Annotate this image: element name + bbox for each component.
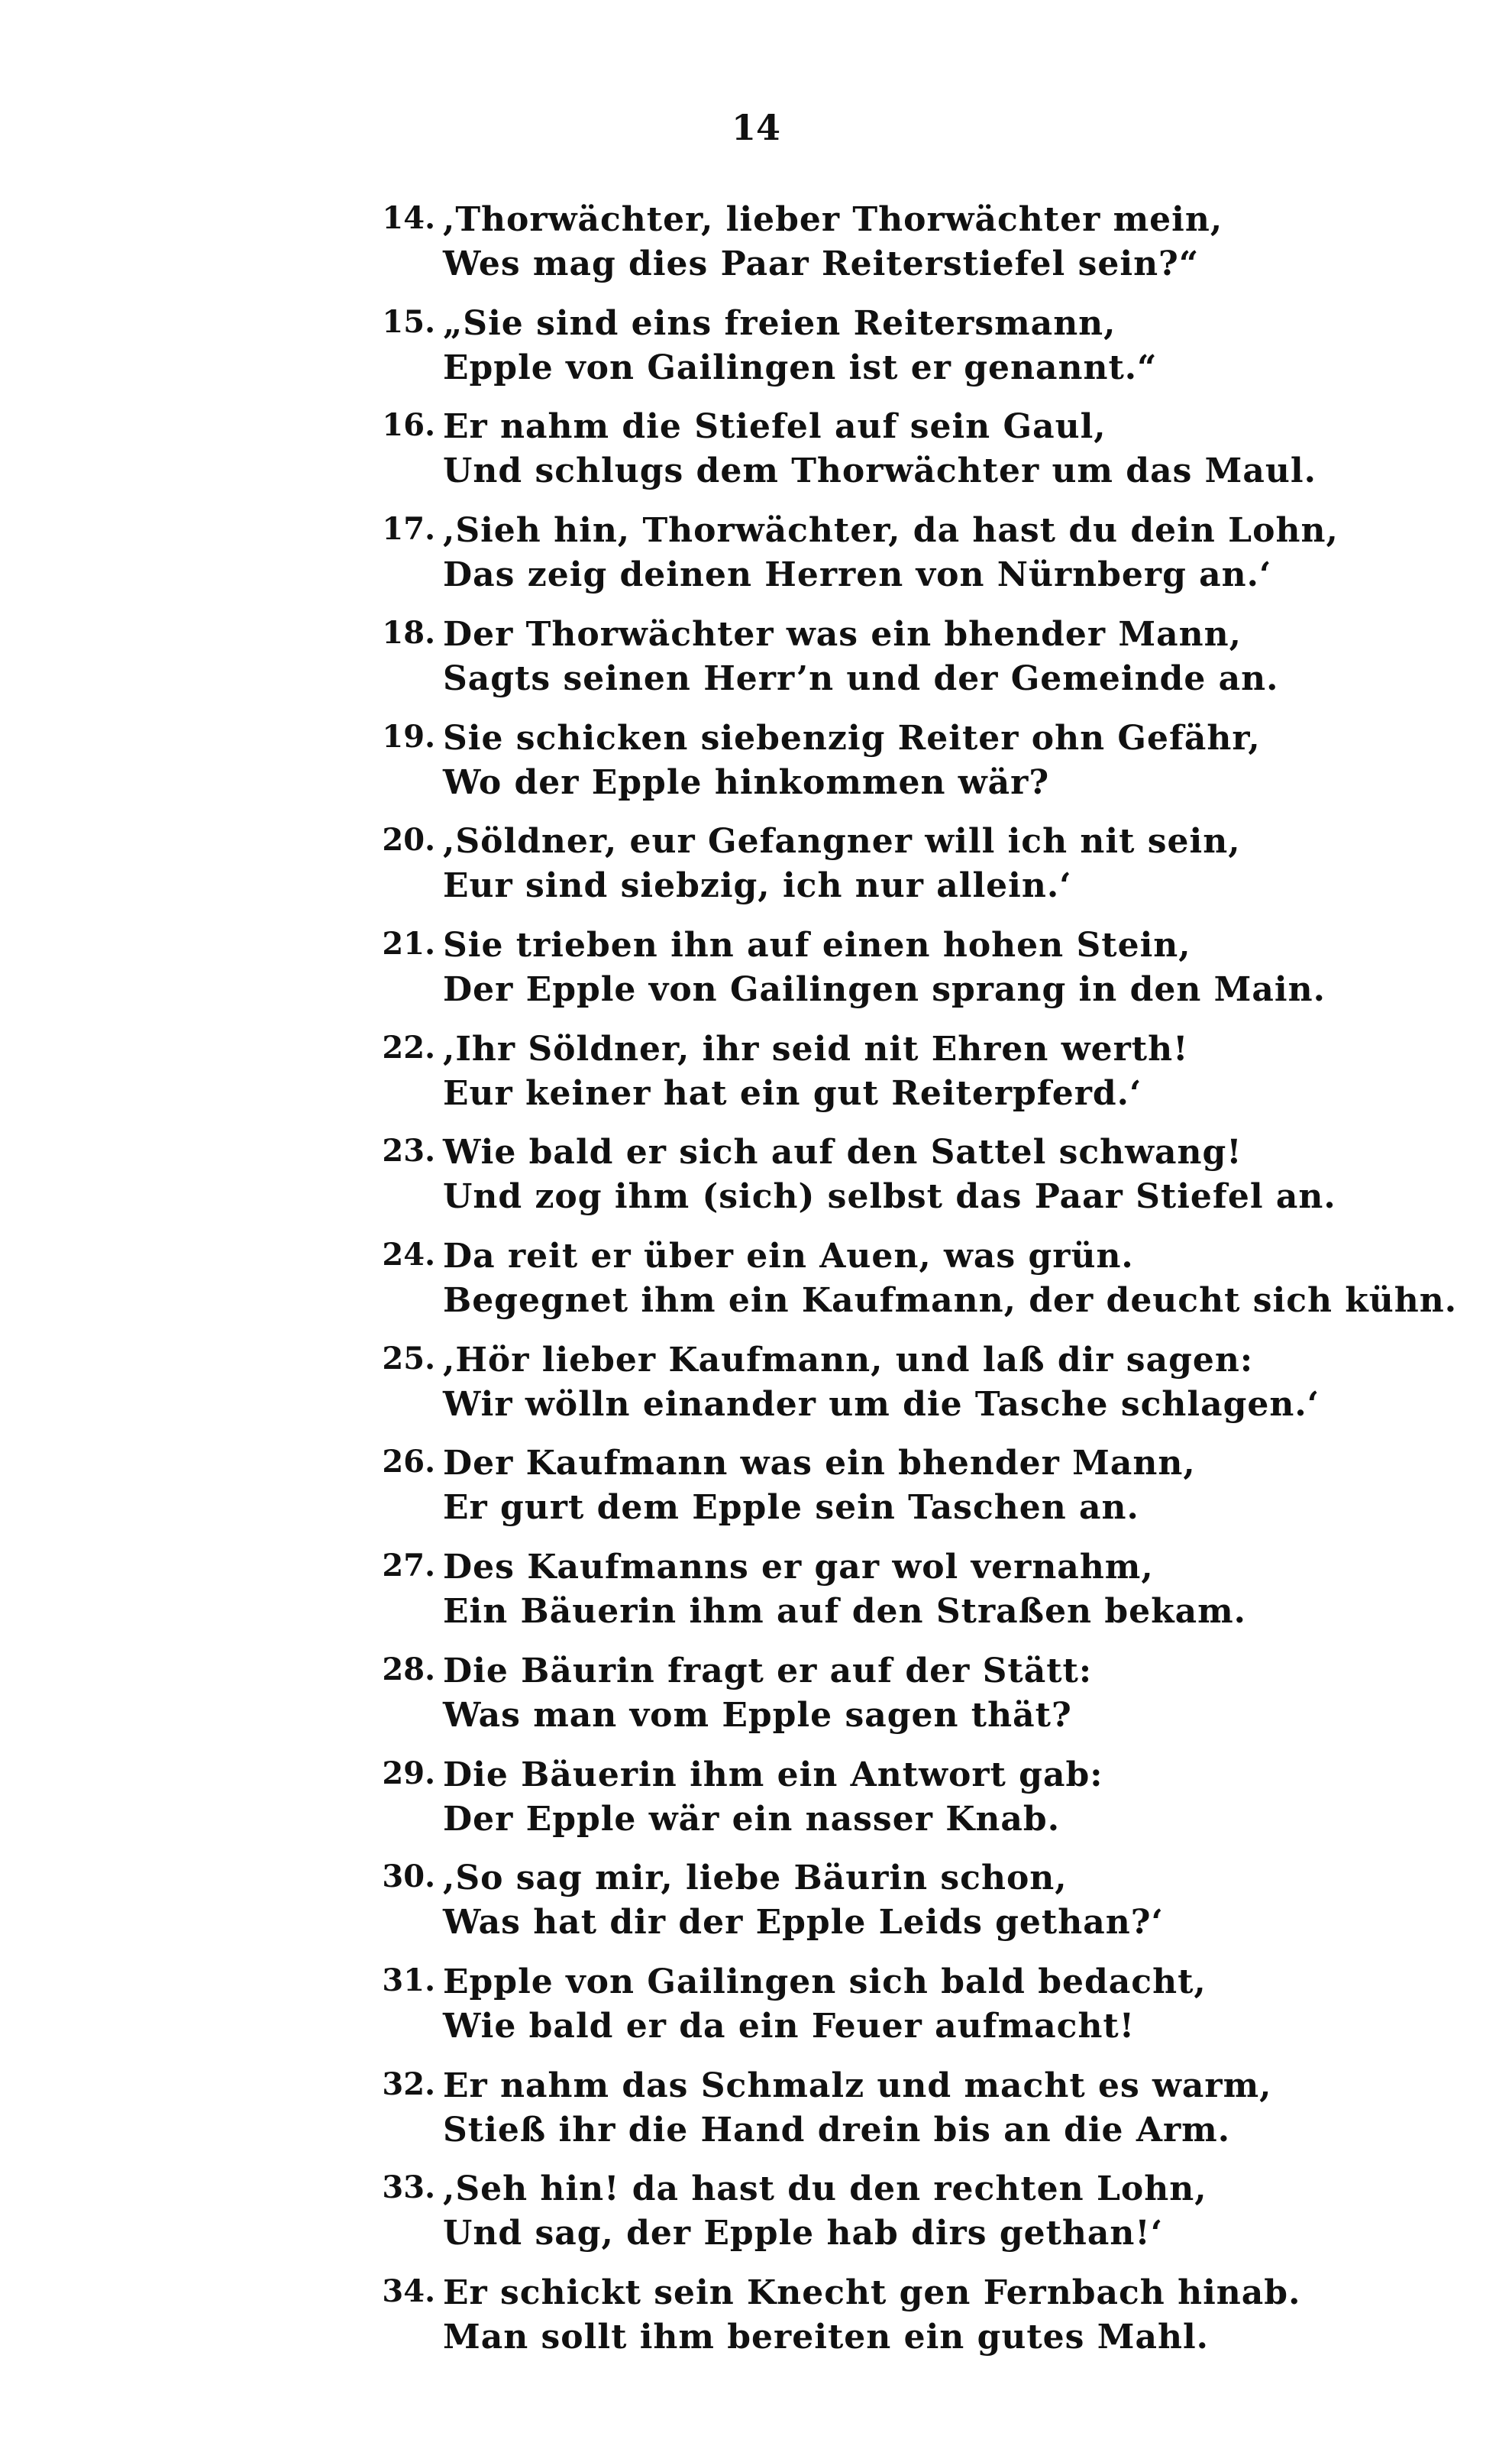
verse-line: Sie schicken siebenzig Reiter ohn Gefähr, [443, 719, 1261, 758]
stanza [0, 1030, 1512, 1121]
stanza-number: 15. [382, 304, 435, 340]
verse-line: Epple von Gailingen sich bald bedacht, [443, 1962, 1207, 2001]
stanza [0, 1444, 1512, 1535]
verse-line: Und schlugs dem Thorwächter um das Maul. [443, 451, 1317, 490]
stanza-number: 21. [382, 926, 435, 962]
verse-line: ,So sag mir, liebe Bäurin schon, [443, 1859, 1068, 1897]
verse-line: Was man vom Epple sagen thät? [443, 1696, 1072, 1735]
stanza [0, 2169, 1512, 2261]
stanza [0, 1859, 1512, 1950]
stanza [0, 926, 1512, 1017]
stanza-number: 22. [382, 1030, 435, 1066]
verse-line: Da reit er über ein Auen, was grün. [443, 1237, 1134, 1276]
verse-line: Wie bald er da ein Feuer aufmacht! [443, 2007, 1136, 2046]
verse-line: Er nahm das Schmalz und macht es warm, [443, 2066, 1272, 2105]
verse-line: Eur sind siebzig, ich nur allein.‘ [443, 866, 1072, 905]
verse-line: ,Thorwächter, lieber Thorwächter mein, [443, 200, 1223, 239]
verse-line: ,Söldner, eur Gefangner will ich nit sein, [443, 822, 1241, 861]
verse-line: Wes mag dies Paar Reiterstiefel sein?“ [443, 244, 1200, 283]
verse-line: Der Epple von Gailingen sprang in den Main. [443, 970, 1326, 1009]
verse-line: Der Kaufmann was ein bhender Mann, [443, 1444, 1196, 1483]
stanza [0, 200, 1512, 292]
stanza [0, 511, 1512, 603]
verse-line: Ein Bäuerin ihm auf den Straßen bekam. [443, 1592, 1246, 1631]
stanza-number: 25. [382, 1341, 435, 1377]
verse-line: Wie bald er sich auf den Sattel schwang! [443, 1133, 1242, 1172]
verse-line: ,Ihr Söldner, ihr seid nit Ehren werth! [443, 1030, 1189, 1069]
stanza-number: 29. [382, 1755, 435, 1791]
stanza-number: 23. [382, 1133, 435, 1169]
verse-line: Epple von Gailingen ist er genannt.“ [443, 348, 1158, 387]
verse-line: Er nahm die Stiefel auf sein Gaul, [443, 407, 1107, 446]
stanza-number: 16. [382, 407, 435, 443]
stanza-number: 34. [382, 2273, 435, 2309]
verse-line: Der Epple wär ein nasser Knab. [443, 1800, 1061, 1839]
stanza [0, 615, 1512, 707]
stanza-number: 18. [382, 615, 435, 651]
verse-line: Man sollt ihm bereiten ein gutes Mahl. [443, 2318, 1209, 2357]
stanza [0, 1133, 1512, 1224]
verse-line: Der Thorwächter was ein bhender Mann, [443, 615, 1242, 654]
verse-line: Stieß ihr die Hand drein bis an die Arm. [443, 2111, 1231, 2150]
verse-line: ,Seh hin! da hast du den rechten Lohn, [443, 2169, 1207, 2208]
stanza [0, 1962, 1512, 2054]
page-number: 14 [731, 107, 780, 148]
verse-line: Wo der Epple hinkommen wär? [443, 763, 1050, 802]
stanza-number: 20. [382, 822, 435, 858]
stanza [0, 719, 1512, 810]
verse-line: Die Bäurin fragt er auf der Stätt: [443, 1652, 1093, 1690]
stanza-number: 14. [382, 200, 435, 236]
stanza-number: 33. [382, 2169, 435, 2205]
stanza [0, 1755, 1512, 1847]
stanza [0, 822, 1512, 914]
verse-line: ,Hör lieber Kaufmann, und laß dir sagen: [443, 1341, 1254, 1380]
stanza-number: 26. [382, 1444, 435, 1480]
verse-line: Sagts seinen Herr’n und der Gemeinde an. [443, 659, 1279, 698]
stanza [0, 2273, 1512, 2365]
stanza-number: 28. [382, 1652, 435, 1687]
verse-line: Und sag, der Epple hab dirs gethan!‘ [443, 2214, 1164, 2253]
stanza-number: 17. [382, 511, 435, 547]
verse-line: Er gurt dem Epple sein Taschen an. [443, 1488, 1139, 1527]
stanza [0, 2066, 1512, 2158]
verse-line: ,Sieh hin, Thorwächter, da hast du dein Lohn, [443, 511, 1339, 550]
stanza [0, 1548, 1512, 1639]
stanza-number: 27. [382, 1548, 435, 1584]
stanza-number: 24. [382, 1237, 435, 1273]
stanza-number: 19. [382, 719, 435, 755]
verse-line: Eur keiner hat ein gut Reiterpferd.‘ [443, 1074, 1142, 1113]
verse-line: Er schickt sein Knecht gen Fernbach hinab. [443, 2273, 1301, 2312]
stanza-number: 32. [382, 2066, 435, 2102]
stanza [0, 1237, 1512, 1328]
verse-line: Des Kaufmanns er gar wol vernahm, [443, 1548, 1154, 1587]
stanza-number: 31. [382, 1962, 435, 1998]
stanza-number: 30. [382, 1859, 435, 1894]
verse-line: Das zeig deinen Herren von Nürnberg an.‘ [443, 555, 1272, 594]
stanza [0, 304, 1512, 396]
verse-line: „Sie sind eins freien Reitersmann, [443, 304, 1116, 343]
verse-line: Die Bäuerin ihm ein Antwort gab: [443, 1755, 1103, 1794]
stanza [0, 1341, 1512, 1432]
verse-line: Was hat dir der Epple Leids gethan?‘ [443, 1903, 1164, 1942]
stanza [0, 407, 1512, 499]
verse-line: Wir wölln einander um die Tasche schlagen.‘ [443, 1385, 1320, 1424]
stanza [0, 1652, 1512, 1743]
verse-line: Und zog ihm (sich) selbst das Paar Stiefel an. [443, 1177, 1336, 1216]
verse-line: Begegnet ihm ein Kaufmann, der deucht sich kühn. [443, 1281, 1458, 1320]
verse-line: Sie trieben ihn auf einen hohen Stein, [443, 926, 1191, 965]
